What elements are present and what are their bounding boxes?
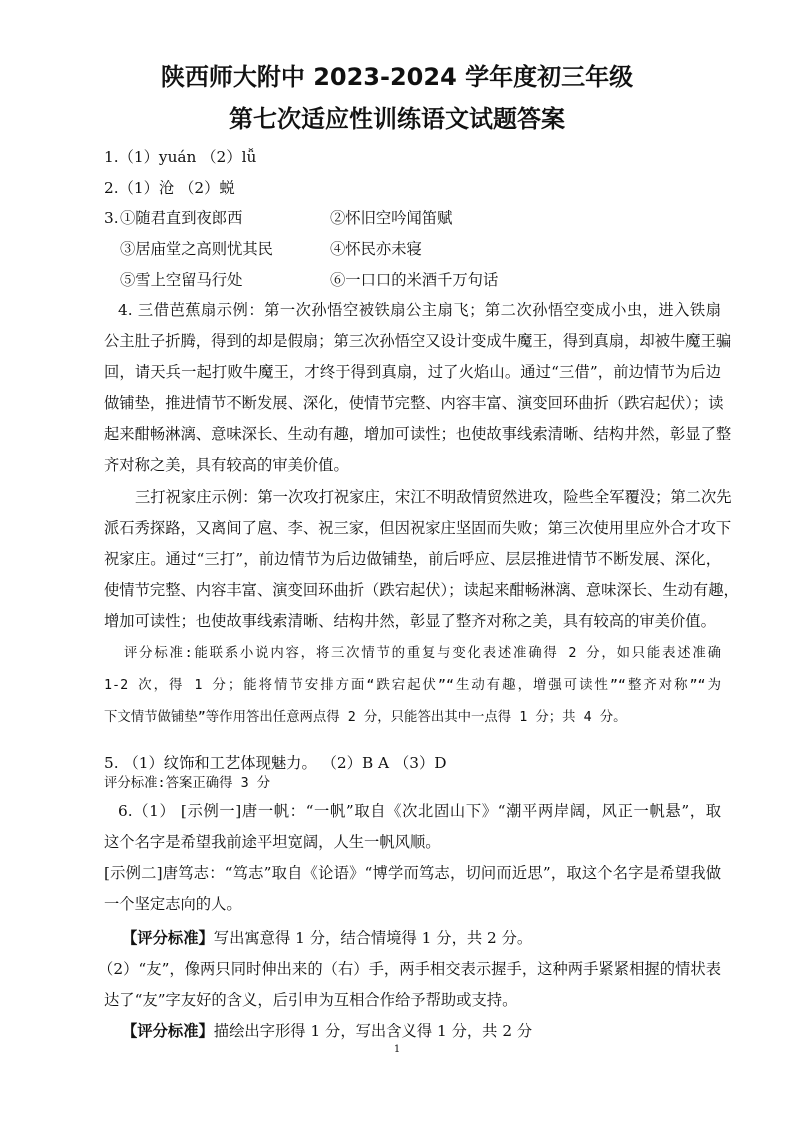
scoring-line: 下文情节做铺垫”等作用答出任意两点得 2 分，只能答出其中一点得 1 分；共 4 分。 (104, 710, 627, 725)
text-line: 增加可读性；也使故事线索清晰、结构井然，彰显了整齐对称之美，具有较高的审美价值。 (104, 612, 716, 630)
text-line: [示例二]唐笃志：“笃志”取自《论语》“博学而笃志，切问而近思”，取这个名字是希望我做 (104, 864, 721, 882)
text-line: 派石秀探路，又离间了扈、李、祝三家，但因祝家庄坚固而失败；第三次使用里应外合才攻下 (104, 519, 732, 537)
text-line: 祝家庄。通过“三打”，前边情节为后边做铺垫，前后呼应、层层推进情节不断发展、深化， (104, 550, 721, 568)
answer-q2: 2.（1）沧 （2）蜕 (104, 179, 235, 197)
page-number: 1 (393, 1044, 401, 1055)
q3-item: ④怀民亦未寝 (330, 240, 422, 258)
scoring-line: 评分标准:能联系小说内容，将三次情节的重复与变化表述准确得 2 分，如只能表述准确 (124, 646, 721, 661)
scoring-label: 【评分标准】 (122, 1022, 214, 1040)
text-line: 三打祝家庄示例：第一次攻打祝家庄，宋江不明敌情贸然进攻，险些全军覆没；第二次先 (135, 488, 732, 506)
text-line: 齐对称之美，具有较高的审美价值。 (104, 456, 349, 474)
text-line: 一个坚定志向的人。 (104, 895, 242, 913)
text-line: 4. 三借芭蕉扇示例：第一次孙悟空被铁扇公主扇飞；第二次孙悟空变成小虫，进入铁扇 (118, 301, 721, 319)
title-line-2: 第七次适应性训练语文试题答案 (229, 105, 565, 133)
answer-q6-scoring-1 (122, 928, 532, 948)
text-line: （2）“友”，像两只同时伸出来的（右）手，两手相交表示握手，这种两手紧紧相握的情状表 (98, 960, 721, 978)
answer-q1: 1.（1）yuán （2）lǚ (104, 148, 257, 166)
answer-q6-scoring-2 (122, 1021, 532, 1041)
text-line: 起来酣畅淋漓、意味深长、生动有趣，增加可读性；也使故事线索清晰、结构井然，彰显了整 (104, 425, 732, 443)
answer-q5-scoring: 评分标准:答案正确得 3 分 (104, 776, 271, 791)
text-line: 公主肚子折腾，得到的却是假扇；第三次孙悟空又设计变成牛魔王，得到真扇，却被牛魔王骗 (104, 332, 732, 350)
q3-item: ③居庙堂之高则忧其民 (120, 240, 273, 258)
scoring-line: 1-2 次，得 1 分；能将情节安排方面“跌宕起伏”“生动有趣，增强可读性”“整齐对称”“为 (104, 678, 721, 693)
scoring-text: 写出寓意得 1 分，结合情境得 1 分，共 2 分。 (213, 929, 533, 947)
text-line: 做铺垫，推进情节不断发展、深化，使情节完整、内容丰富、演变回环曲折（跌宕起伏）；读 (104, 394, 724, 412)
text-line: 使情节完整、内容丰富、演变回环曲折（跌宕起伏）；读起来酣畅淋漓、意味深长、生动有趣， (104, 581, 739, 599)
text-line: 6.（1） [示例一]唐一帆：“一帆”取自《次北固山下》“潮平两岸阔，风正一帆悬”，取 (118, 802, 721, 820)
scoring-text: 描绘出字形得 1 分，写出含义得 1 分，共 2 分 (213, 1022, 533, 1040)
q3-item: ②怀旧空吟闻笛赋 (330, 209, 453, 227)
answer-q5: 5. （1）纹饰和工艺体现魅力。 （2）B A （3）D (104, 754, 447, 772)
text-line: 回，请天兵一起打败牛魔王，才终于得到真扇，过了火焰山。通过“三借”，前边情节为后边 (104, 363, 721, 381)
q3-label: 3. (104, 209, 119, 227)
text-line: 这个名字是希望我前途平坦宽阔，人生一帆风顺。 (104, 833, 441, 851)
scoring-label: 【评分标准】 (122, 929, 214, 947)
q3-item: ⑥一口口的米酒千万句话 (330, 271, 499, 289)
q3-item: ⑤雪上空留马行处 (120, 271, 243, 289)
text-line: 达了“友”字友好的含义，后引申为互相合作给予帮助或支持。 (104, 991, 518, 1009)
q3-item: ①随君直到夜郎西 (120, 209, 243, 227)
title-line-1: 陕西师大附中 2023-2024 学年度初三年级 (160, 63, 634, 91)
